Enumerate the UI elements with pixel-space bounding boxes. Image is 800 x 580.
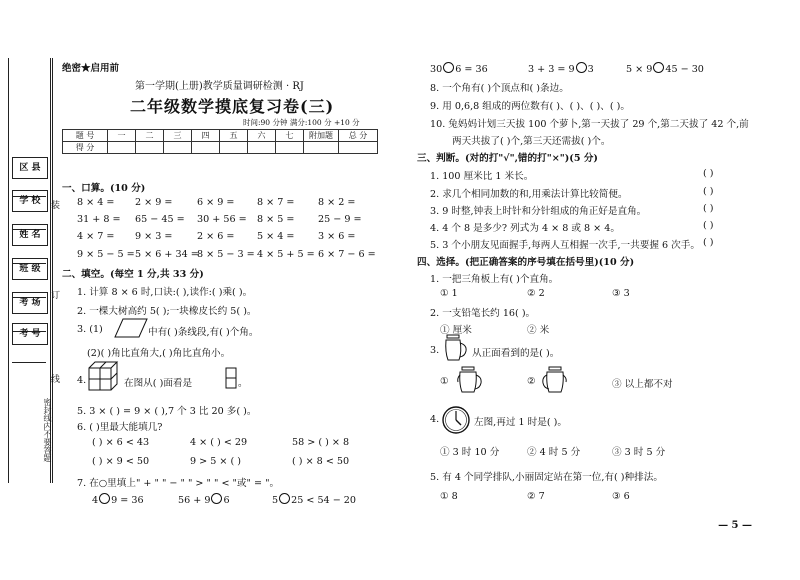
answer-circle[interactable] xyxy=(99,493,110,504)
oral-item: 3 × 6 = xyxy=(318,231,356,242)
score-header-1: 一 xyxy=(108,130,136,142)
oral-item: 2 × 6 = xyxy=(197,231,235,242)
score-cell[interactable] xyxy=(276,142,304,154)
choice-5-opt[interactable]: ③ 6 xyxy=(612,491,630,502)
question-2-3a-prefix: 3. (1) xyxy=(77,324,103,335)
field-school-label: 学 校 xyxy=(12,190,48,212)
oral-item: 6 × 7 − 6 = xyxy=(318,249,376,260)
choice-3-opt-1[interactable] xyxy=(440,376,449,387)
oral-item: 8 × 2 = xyxy=(318,197,356,208)
choice-4-opt[interactable]: ② 4 时 5 分 xyxy=(527,447,581,458)
choice-1-opt[interactable]: ③ 3 xyxy=(612,288,630,299)
score-header-5: 五 xyxy=(220,130,248,142)
oral-item: 65 − 45 = xyxy=(135,214,185,225)
judge-answer-2[interactable]: ( ) xyxy=(703,186,714,197)
oral-item: 8 × 5 − 3 = xyxy=(197,249,255,260)
choice-1-opt[interactable]: ① 1 xyxy=(440,288,458,299)
q7-right: 3 xyxy=(587,64,594,75)
q6-item: 4 × ( ) < 29 xyxy=(190,437,248,448)
q7-item-2 xyxy=(178,493,230,506)
oral-item: 6 × 9 = xyxy=(197,197,235,208)
q7-left: 30 xyxy=(430,64,443,75)
q7-right: 6 xyxy=(223,495,230,506)
judge-answer-4[interactable]: ( ) xyxy=(703,220,714,231)
score-header-label: 题 号 xyxy=(63,130,108,142)
choice-3-text: 从正面看到的是( )。 xyxy=(472,348,560,359)
answer-circle[interactable] xyxy=(653,62,664,73)
question-2-10a: 10. 兔妈妈计划三天拔 100 个萝卜,第一天拔了 29 个,第二天拔了 42 个,前 xyxy=(430,119,749,130)
judge-answer-1[interactable]: ( ) xyxy=(703,168,714,179)
judge-answer-3[interactable]: ( ) xyxy=(703,203,714,214)
question-2-6: 6. ( )里最大能填几? xyxy=(77,422,163,433)
score-table xyxy=(62,129,378,154)
section2-title: 二、填空。(每空 1 分,共 33 分) xyxy=(62,269,204,280)
score-header-3: 三 xyxy=(164,130,192,142)
answer-circle[interactable] xyxy=(211,493,222,504)
section1-title: 一、口算。(10 分) xyxy=(62,183,146,194)
kettle-icon xyxy=(443,334,469,362)
exam-subtitle: 第一学期(上册)教学质量调研检测 · RJ xyxy=(135,81,304,92)
question-2-7: 7. 在○里填上" + " " − " " > " " < "或" = "。 xyxy=(77,478,280,489)
oral-item: 9 × 3 = xyxy=(135,231,173,242)
kettle-front-icon xyxy=(456,366,484,394)
question-2-9: 9. 用 0,6,8 组成的两位数有( )、( )、( )、( )。 xyxy=(430,101,630,112)
score-header-extra: 附加题 xyxy=(304,130,339,142)
choice-5-opt[interactable]: ① 8 xyxy=(440,491,458,502)
oral-item: 4 × 5 + 5 = xyxy=(257,249,315,260)
question-2-2: 2. 一棵大树高约 5( );一块橡皮长约 5( )。 xyxy=(77,306,257,317)
question-2-1: 1. 计算 8 × 6 时,口诀:( ),读作:( )乘( )。 xyxy=(77,287,253,298)
choice-2-opt[interactable]: ① 厘米 xyxy=(440,325,472,336)
seal-char-zhuang: 装 xyxy=(51,201,61,211)
score-header-total: 总 分 xyxy=(339,130,378,142)
q7-left: 5 xyxy=(272,495,279,506)
question-2-5: 5. 3 × ( ) = 9 × ( ),7 个 3 比 20 多( )。 xyxy=(77,406,257,417)
judge-item-5: 5. 3 个小朋友见面握手,每两人互相握一次手,一共要握 6 次手。 xyxy=(430,240,700,251)
exam-title: 二年级数学摸底复习卷(三) xyxy=(130,97,335,116)
score-cell[interactable] xyxy=(136,142,164,154)
choice-3-opt-2-label: ② xyxy=(527,376,536,387)
score-header-2: 二 xyxy=(136,130,164,142)
score-cell[interactable] xyxy=(108,142,136,154)
choice-4-opt[interactable]: ③ 3 时 5 分 xyxy=(612,447,666,458)
judge-answer-5[interactable]: ( ) xyxy=(703,237,714,248)
q7-item-3 xyxy=(272,493,356,506)
field-name-label: 姓 名 xyxy=(12,224,48,246)
field-number-line[interactable] xyxy=(12,344,46,363)
question-2-3b: (2)( )角比直角大,( )角比直角小。 xyxy=(87,348,231,359)
choice-1-opt[interactable]: ② 2 xyxy=(527,288,545,299)
q6-item: ( ) × 9 < 50 xyxy=(92,456,150,467)
q7-cont-item-1 xyxy=(430,62,488,75)
q7-left: 3 + 3 = 9 xyxy=(528,64,575,75)
oral-item: 9 × 5 − 5 = xyxy=(77,249,135,260)
q7-right: 45 − 30 xyxy=(665,64,704,75)
q7-left: 56 + 9 xyxy=(178,495,211,506)
exam-meta: 时间:90 分钟 满分:100 分 +10 分 xyxy=(243,118,360,127)
oral-item: 31 + 8 = xyxy=(77,214,121,225)
question-2-8: 8. 一个角有( )个顶点和( )条边。 xyxy=(430,83,569,94)
choice-4-opt[interactable]: ① 3 时 10 分 xyxy=(440,447,500,458)
oral-item: 8 × 4 = xyxy=(77,197,115,208)
field-district-label: 区 县 xyxy=(12,157,48,179)
score-cell[interactable] xyxy=(192,142,220,154)
q7-right: 6 = 36 xyxy=(455,64,488,75)
section4-title: 四、选择。(把正确答案的序号填在括号里)(10 分) xyxy=(417,257,635,268)
q7-left: 4 xyxy=(92,495,99,506)
oral-item: 8 × 5 = xyxy=(257,214,295,225)
oral-item: 2 × 9 = xyxy=(135,197,173,208)
choice-5-opt[interactable]: ② 7 xyxy=(527,491,545,502)
score-header-6: 六 xyxy=(248,130,276,142)
clock-icon xyxy=(441,405,471,435)
score-cell[interactable] xyxy=(220,142,248,154)
score-header-4: 四 xyxy=(192,130,220,142)
judge-item-4: 4. 4 个 8 是多少? 列式为 4 × 8 或 8 × 4。 xyxy=(430,223,620,234)
q7-item-1 xyxy=(92,493,144,506)
field-class-label: 班 级 xyxy=(12,258,48,280)
page-number: — 5 — xyxy=(718,520,752,531)
choice-2-opt[interactable]: ② 米 xyxy=(527,325,550,336)
seal-note: 密封线内不要答题 xyxy=(43,398,52,462)
answer-circle[interactable] xyxy=(279,493,290,504)
answer-circle[interactable] xyxy=(443,62,454,73)
oral-item: 5 × 4 = xyxy=(257,231,295,242)
choice-4-prefix: 4. xyxy=(430,414,440,425)
score-cell[interactable] xyxy=(304,142,339,154)
question-2-4-end: 。 xyxy=(238,378,248,389)
question-2-10b: 两天共拔了( )个,第三天还需拔( )个。 xyxy=(452,136,611,147)
kettle-side-icon xyxy=(541,366,569,394)
q6-item: 58 > ( ) × 8 xyxy=(292,437,350,448)
choice-3-opt-2[interactable] xyxy=(527,376,536,387)
q6-item: ( ) × 6 < 43 xyxy=(92,437,150,448)
oral-item: 8 × 7 = xyxy=(257,197,295,208)
field-room-label: 考 场 xyxy=(12,292,48,314)
choice-5: 5. 有 4 个同学排队,小丽固定站在第一位,有( )种排法。 xyxy=(430,472,663,483)
choice-3-opt-3[interactable]: ③ 以上都不对 xyxy=(612,379,673,390)
q7-right: 25 < 54 − 20 xyxy=(291,495,357,506)
seal-char-ding: 订 xyxy=(51,291,61,301)
field-number-label: 考 号 xyxy=(12,323,48,345)
parallelogram-figure xyxy=(114,318,148,338)
oral-item: 25 − 9 = xyxy=(318,214,362,225)
choice-4-text: 左图,再过 1 时是( )。 xyxy=(474,417,567,428)
judge-item-3: 3. 9 时整,钟表上时针和分针组成的角正好是直角。 xyxy=(430,206,647,217)
seal-char-xian: 线 xyxy=(51,375,61,385)
oral-item: 30 + 56 = xyxy=(197,214,247,225)
score-cell[interactable] xyxy=(248,142,276,154)
choice-3-opt-1-label: ① xyxy=(440,376,449,387)
score-header-7: 七 xyxy=(276,130,304,142)
question-2-4-text: 在图从( )面看是 xyxy=(124,378,193,389)
score-cell[interactable] xyxy=(164,142,192,154)
q6-item: ( ) × 8 < 50 xyxy=(292,456,350,467)
cube-stack-figure xyxy=(88,361,122,393)
q7-right: 9 = 36 xyxy=(111,495,144,506)
choice-1: 1. 一把三角板上有( )个直角。 xyxy=(430,274,559,285)
oral-item: 4 × 7 = xyxy=(77,231,115,242)
score-cell[interactable] xyxy=(339,142,378,154)
q7-cont-item-3 xyxy=(626,62,704,75)
view-answer-figure xyxy=(225,367,237,389)
secret-mark: 绝密★启用前 xyxy=(62,63,120,74)
score-row-label: 得 分 xyxy=(63,142,108,154)
choice-3-prefix: 3. xyxy=(430,345,440,356)
oral-item: 5 × 6 + 34 = xyxy=(135,249,199,260)
q7-cont-item-2 xyxy=(528,62,594,75)
judge-item-1: 1. 100 厘米比 1 米长。 xyxy=(430,171,534,182)
answer-circle[interactable] xyxy=(576,62,587,73)
section3-title: 三、判断。(对的打"√",错的打"×")(5 分) xyxy=(417,153,598,164)
question-2-4-prefix: 4. xyxy=(77,375,87,386)
q7-left: 5 × 9 xyxy=(626,64,653,75)
choice-2: 2. 一支铅笔长约 16( )。 xyxy=(430,308,536,319)
q6-item: 9 > 5 × ( ) xyxy=(190,456,242,467)
judge-item-2: 2. 求几个相同加数的和,用乘法计算比较简便。 xyxy=(430,189,628,200)
question-2-3a-text: 中有( )条线段,有( )个角。 xyxy=(148,327,259,338)
